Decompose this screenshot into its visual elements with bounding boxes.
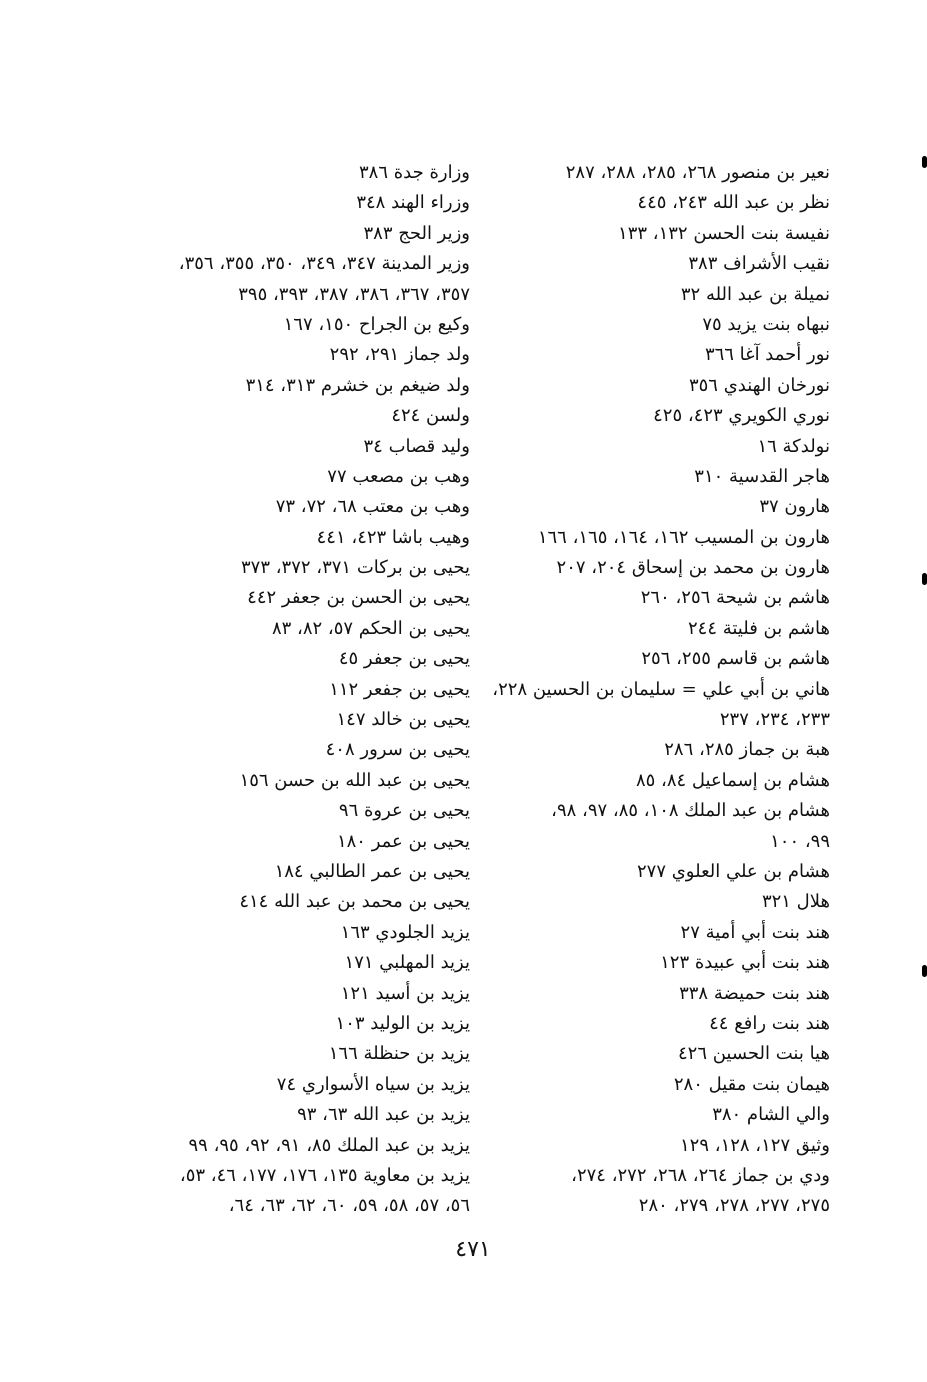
index-entry: نورخان الهندي ٣٥٦ bbox=[688, 374, 830, 396]
index-entry: يحيى بن جفعر ١١٢ bbox=[329, 678, 470, 700]
index-entry: ٥٦، ٥٧، ٥٨، ٥٩، ٦٠، ٦٢، ٦٣، ٦٤، bbox=[228, 1195, 470, 1217]
index-entry: هند بنت رافع ٤٤ bbox=[709, 1012, 830, 1034]
index-entry: هيمان بنت مقيل ٢٨٠ bbox=[673, 1073, 830, 1095]
index-entry: يزيد بن أسيد ١٢١ bbox=[340, 982, 470, 1004]
index-entry: وزير الحج ٣٨٣ bbox=[363, 222, 470, 244]
index-entry: نوري الكويري ٤٢٣، ٤٢٥ bbox=[653, 405, 830, 427]
index-entry: وزير المدينة ٣٤٧، ٣٤٩، ٣٥٠، ٣٥٥، ٣٥٦، bbox=[178, 253, 470, 275]
index-entry: يحيى بن محمد بن عبد الله ٤١٤ bbox=[239, 891, 470, 913]
index-entry: هند بنت أبي أمية ٢٧ bbox=[680, 921, 830, 943]
index-entry: هارون بن محمد بن إسحاق ٢٠٤، ٢٠٧ bbox=[556, 557, 830, 579]
index-entry: وزارة جدة ٣٨٦ bbox=[359, 162, 470, 183]
index-entry: وهيب باشا ٤٢٣، ٤٤١ bbox=[316, 526, 470, 548]
binding-hole-mark bbox=[922, 573, 927, 585]
index-entry: نفيسة بنت الحسن ١٣٢، ١٣٣ bbox=[618, 222, 830, 244]
index-entry: هند بنت أبي عبيدة ١٢٣ bbox=[660, 952, 830, 974]
index-entry: هشام بن علي العلوي ٢٧٧ bbox=[636, 860, 830, 882]
index-entry: يحيى بن عبد الله بن حسن ١٥٦ bbox=[239, 769, 470, 791]
index-entry: يحيى بن عمر ١٨٠ bbox=[336, 830, 470, 852]
index-entry: نبهاه بنت يزيد ٧٥ bbox=[702, 313, 830, 335]
index-entry: يزيد بن حنظلة ١٦٦ bbox=[328, 1043, 470, 1065]
index-entry: نولدكة ١٦ bbox=[757, 435, 830, 457]
binding-hole-mark bbox=[922, 156, 927, 168]
index-entry: يحيى بن سرور ٤٠٨ bbox=[325, 739, 470, 761]
index-entry: هاشم بن شيحة ٢٥٦، ٢٦٠ bbox=[640, 587, 830, 609]
index-entry: هند بنت حميضة ٣٣٨ bbox=[679, 982, 830, 1004]
index-entry: هشام بن إسماعيل ٨٤، ٨٥ bbox=[635, 769, 830, 791]
index-entry: نميلة بن عبد الله ٣٢ bbox=[680, 283, 830, 305]
index-entry: ٣٥٧، ٣٦٧، ٣٨٦، ٣٨٧، ٣٩٣، ٣٩٥ bbox=[238, 283, 470, 305]
index-entry: ولد جماز ٢٩١، ٢٩٢ bbox=[329, 344, 470, 366]
index-entry: يحيى بن بركات ٣٧١، ٣٧٢، ٣٧٣ bbox=[241, 557, 470, 579]
index-entry: هارون بن المسيب ١٦٢، ١٦٤، ١٦٥، ١٦٦ bbox=[537, 526, 830, 548]
index-entry: هاشم بن قاسم ٢٥٥، ٢٥٦ bbox=[641, 648, 830, 670]
index-entry: هاجر القدسية ٣١٠ bbox=[694, 465, 830, 487]
index-entry: نور أحمد آغا ٣٦٦ bbox=[704, 344, 830, 366]
index-entry: يحيى بن الحكم ٥٧، ٨٢، ٨٣ bbox=[271, 617, 470, 639]
index-entry: يحيى بن عمر الطالبي ١٨٤ bbox=[274, 860, 470, 882]
index-entry: يحيى بن خالد ١٤٧ bbox=[336, 709, 470, 731]
index-entry: ولد ضيغم بن خشرم ٣١٣، ٣١٤ bbox=[245, 374, 470, 396]
index-entry: هارون ٣٧ bbox=[759, 496, 830, 518]
index-entry: هاني بن أبي علي = سليمان بن الحسين ٢٢٨، bbox=[492, 678, 830, 700]
page-number: ٤٧١ bbox=[455, 1237, 491, 1262]
index-entry: ولسن ٤٢٤ bbox=[391, 405, 470, 427]
index-entry: وهب بن مصعب ٧٧ bbox=[327, 465, 470, 487]
index-entry: يزيد الجلودي ١٦٣ bbox=[340, 921, 470, 943]
index-entry: والي الشام ٣٨٠ bbox=[712, 1104, 830, 1126]
index-entry: وزراء الهند ٣٤٨ bbox=[356, 192, 470, 214]
index-entry: نعير بن منصور ٢٦٨، ٢٨٥، ٢٨٨، ٢٨٧ bbox=[565, 162, 830, 183]
binding-hole-mark bbox=[922, 965, 927, 977]
index-entry: نقيب الأشراف ٣٨٣ bbox=[688, 253, 830, 275]
index-entry: ودي بن جماز ٢٦٤، ٢٦٨، ٢٧٢، ٢٧٤، bbox=[571, 1164, 830, 1186]
index-entry: يحيى بن عروة ٩٦ bbox=[338, 800, 470, 822]
index-entry: ٢٣٣، ٢٣٤، ٢٣٧ bbox=[719, 709, 830, 731]
index-entry: يحيى بن الحسن بن جعفر ٤٤٢ bbox=[247, 587, 470, 609]
index-entry: يزيد بن معاوية ١٣٥، ١٧٦، ١٧٧، ٤٦، ٥٣، bbox=[179, 1164, 470, 1186]
index-entry: يزيد بن عبد الملك ٨٥، ٩١، ٩٢، ٩٥، ٩٩ bbox=[188, 1134, 470, 1156]
index-entry: يزيد المهلبي ١٧١ bbox=[344, 952, 470, 974]
index-entry: هاشم بن فليتة ٢٤٤ bbox=[687, 617, 830, 639]
index-entry: يحيى بن جعفر ٤٥ bbox=[338, 648, 470, 670]
index-entry: يزيد بن عبد الله ٦٣، ٩٣ bbox=[297, 1104, 470, 1126]
index-entry: وكيع بن الجراح ١٥٠، ١٦٧ bbox=[283, 313, 470, 335]
index-entry: ٩٩، ١٠٠ bbox=[770, 830, 830, 852]
index-entry: وليد قصاب ٣٤ bbox=[363, 435, 470, 457]
index-entry: وهب بن معتب ٦٨، ٧٢، ٧٣ bbox=[275, 496, 470, 518]
index-entry: ٢٧٥، ٢٧٧، ٢٧٨، ٢٧٩، ٢٨٠ bbox=[638, 1195, 830, 1217]
index-entry: يزيد بن سياه الأسواري ٧٤ bbox=[276, 1073, 470, 1095]
index-entry: هبة بن جماز ٢٨٥، ٢٨٦ bbox=[664, 739, 830, 761]
index-entry: هلال ٣٢١ bbox=[761, 891, 830, 913]
index-column-right bbox=[492, 158, 830, 1222]
index-entry: هشام بن عبد الملك ١٠٨، ٨٥، ٩٧، ٩٨، bbox=[551, 800, 830, 822]
index-entry: هيا بنت الحسين ٤٢٦ bbox=[677, 1043, 830, 1065]
index-entry: وثيق ١٢٧، ١٢٨، ١٢٩ bbox=[680, 1134, 830, 1156]
index-column-left bbox=[130, 158, 470, 1222]
index-entry: نظر بن عبد الله ٢٤٣، ٤٤٥ bbox=[637, 192, 830, 214]
index-entry: يزيد بن الوليد ١٠٣ bbox=[335, 1012, 470, 1034]
